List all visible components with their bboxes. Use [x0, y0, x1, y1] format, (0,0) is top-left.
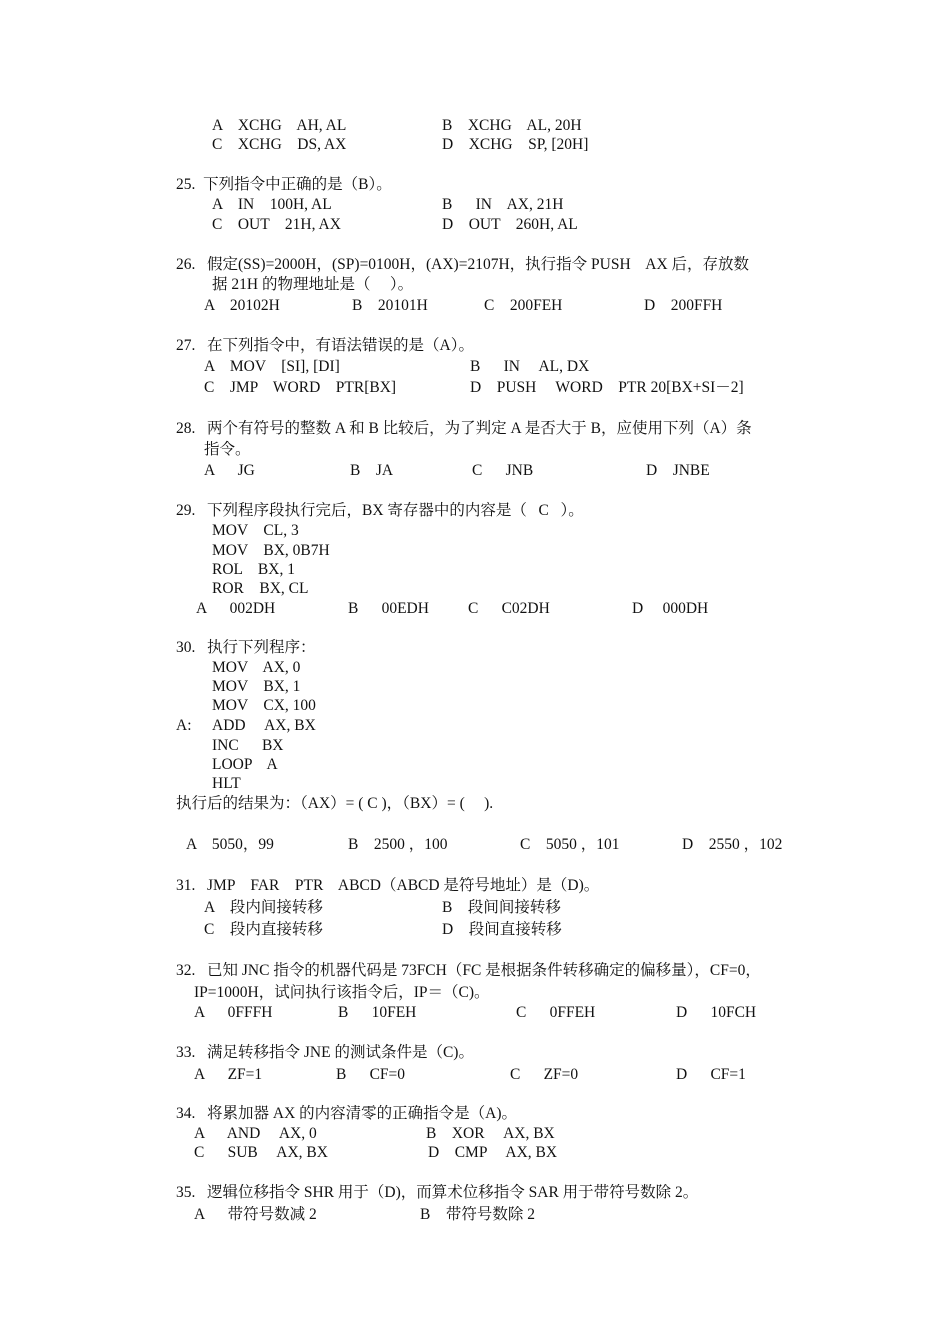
q29-code-line: ROR BX, CL	[212, 580, 309, 597]
q30-code-line: HLT	[212, 775, 241, 792]
q34-stem: 34. 将累加器 AX 的内容清零的正确指令是（A)。	[176, 1105, 517, 1122]
q33-option-b: B CF=0	[336, 1066, 406, 1083]
q25-stem: 25. 下列指令中正确的是（B）。	[176, 176, 392, 193]
q26-option-b: B 20101H	[352, 297, 428, 314]
q28-option-d: D JNBE	[646, 462, 710, 479]
q26-stem-line2: 据 21H 的物理地址是（ ）。	[212, 276, 414, 293]
q32-stem-line2: IP=1000H，试问执行该指令后，IP＝（C)。	[194, 984, 490, 1001]
q30-result: 执行后的结果为：（AX）= ( C )，（BX）= ( ).	[176, 795, 494, 812]
q30-option-d: D 2550 ，102	[682, 836, 783, 853]
q29-option-c: C C02DH	[468, 600, 550, 617]
q30-option-b: B 2500 ，100	[348, 836, 448, 853]
q35-option-b: B 带符号数除 2	[420, 1206, 535, 1223]
q29-code-line: MOV BX, 0B7H	[212, 542, 330, 559]
q29-stem: 29. 下列程序段执行完后，BX 寄存器中的内容是（ C ）。	[176, 502, 584, 519]
q31-option-a: A 段内间接转移	[204, 899, 323, 916]
q29-option-d: D 000DH	[632, 600, 709, 617]
q34-option-c: C SUB AX, BX	[194, 1144, 328, 1161]
q32-option-a: A 0FFFH	[194, 1004, 273, 1021]
q26-option-d: D 200FFH	[644, 297, 723, 314]
q33-option-c: C ZF=0	[510, 1066, 579, 1083]
q25-option-d: D OUT 260H, AL	[442, 216, 578, 233]
q32-option-b: B 10FEH	[338, 1004, 417, 1021]
q33-option-a: A ZF=1	[194, 1066, 263, 1083]
q35-option-a: A 带符号数减 2	[194, 1206, 317, 1223]
q33-option-d: D CF=1	[676, 1066, 746, 1083]
q34-option-a: A AND AX, 0	[194, 1125, 317, 1142]
q28-option-c: C JNB	[472, 462, 534, 479]
q31-stem: 31. JMP FAR PTR ABCD（ABCD 是符号地址）是（D)。	[176, 877, 600, 894]
q26-option-a: A 20102H	[204, 297, 280, 314]
q31-option-b: B 段间间接转移	[442, 899, 561, 916]
q27-option-a: A MOV [SI], [DI]	[204, 358, 340, 375]
q25-option-b: B IN AX, 21H	[442, 196, 564, 213]
q25-option-a: A IN 100H, AL	[212, 196, 332, 213]
q32-stem-line1: 32. 已知 JNC 指令的机器代码是 73FCH（FC 是根据条件转移确定的偏移量），CF=0，	[176, 962, 761, 979]
q29-code-line: MOV CL, 3	[212, 522, 299, 539]
q30-code-line: MOV BX, 1	[212, 678, 301, 695]
q34-option-d: D CMP AX, BX	[428, 1144, 558, 1161]
q30-code-line: ADD AX, BX	[212, 717, 316, 734]
q25-option-c: C OUT 21H, AX	[212, 216, 341, 233]
q33-stem: 33. 满足转移指令 JNE 的测试条件是（C)。	[176, 1044, 474, 1061]
q27-option-d: D PUSH WORD PTR 20[BX+SI－2]	[470, 379, 744, 396]
q32-option-d: D 10FCH	[676, 1004, 757, 1021]
q29-option-a: A 002DH	[196, 600, 276, 617]
q30-option-c: C 5050 ，101	[520, 836, 620, 853]
q32-option-c: C 0FFEH	[516, 1004, 596, 1021]
q26-option-c: C 200FEH	[484, 297, 563, 314]
q30-code-line: MOV AX, 0	[212, 659, 301, 676]
q24-option-c: C XCHG DS, AX	[212, 136, 347, 153]
q30-stem: 30. 执行下列程序：	[176, 639, 316, 656]
q26-stem-line1: 26. 假定(SS)=2000H，(SP)=0100H，(AX)=2107H，执行指令 PUSH AX 后，存放数	[176, 256, 750, 273]
q28-stem-line2: 指令。	[204, 441, 251, 458]
q24-option-d: D XCHG SP, [20H]	[442, 136, 589, 153]
q34-option-b: B XOR AX, BX	[426, 1125, 555, 1142]
q31-option-c: C 段内直接转移	[204, 921, 323, 938]
q30-code-line: LOOP A	[212, 756, 278, 773]
q30-code-line: MOV CX, 100	[212, 697, 316, 714]
q30-code-line: INC BX	[212, 737, 284, 754]
q31-option-d: D 段间直接转移	[442, 921, 562, 938]
q28-option-b: B JA	[350, 462, 394, 479]
q29-code-line: ROL BX, 1	[212, 561, 295, 578]
q28-stem-line1: 28. 两个有符号的整数 A 和 B 比较后，为了判定 A 是否大于 B，应使用下列（A）条	[176, 420, 752, 437]
q27-option-b: B IN AL, DX	[470, 358, 590, 375]
q24-option-b: B XCHG AL, 20H	[442, 117, 582, 134]
q27-stem: 27. 在下列指令中，有语法错误的是（A）。	[176, 337, 474, 354]
q28-option-a: A JG	[204, 462, 255, 479]
q35-stem: 35. 逻辑位移指令 SHR 用于（D)，而算术位移指令 SAR 用于带符号数除 2。	[176, 1184, 699, 1201]
q30-code-label: A:	[176, 717, 192, 734]
q29-option-b: B 00EDH	[348, 600, 429, 617]
q27-option-c: C JMP WORD PTR[BX]	[204, 379, 397, 396]
q24-option-a: A XCHG AH, AL	[212, 117, 347, 134]
q30-option-a: A 5050，99	[186, 836, 274, 853]
